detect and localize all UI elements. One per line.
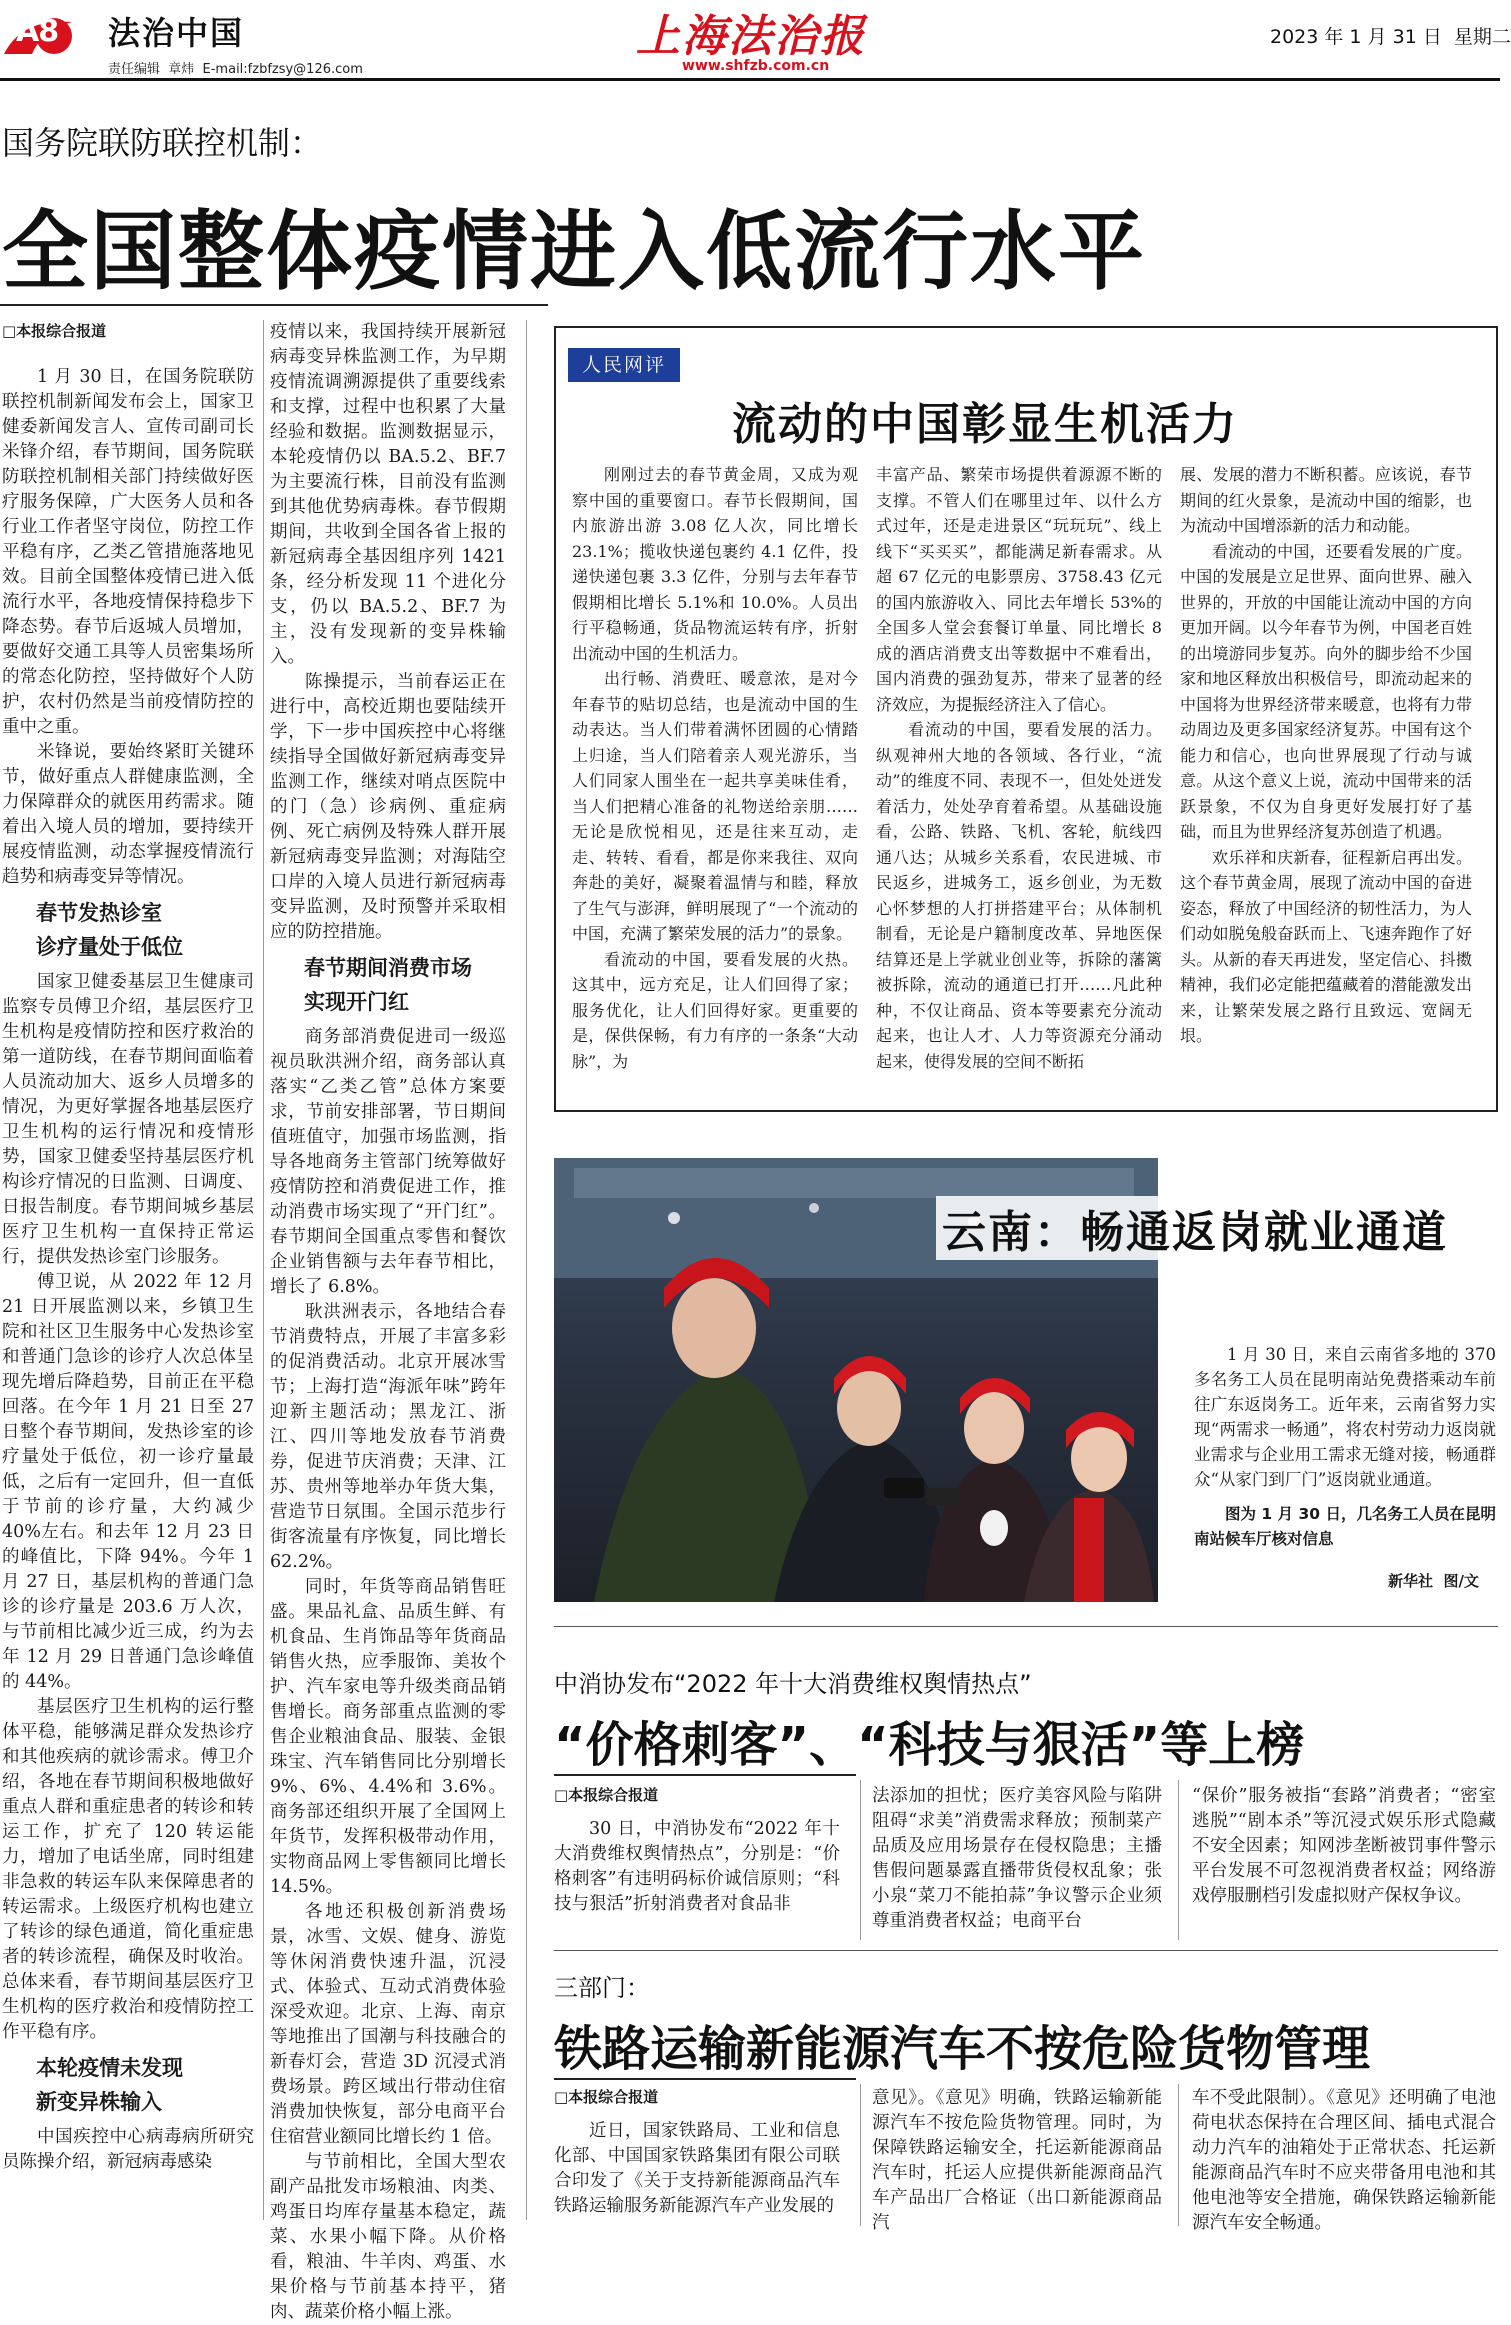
lead-paragraph: 基层医疗卫生机构的运行整体平稳，能够满足群众发热诊疗和其他疾病的就诊需求。傅卫介绍，各地在春节期间积极地做好重点人群和重症患者的转诊和转运工作，扩充了 120 转运能力，增加了电话坐席，同时组建非急救的转运车队来保障患者的转运需求。上级医疗机构也建立了转诊的绿色通道，简化重症患者的转诊流程，确保及时收治。总体来看，春节期间基层医疗卫生机构的医疗救治和疫情防控工作平稳有序。 [2, 1697, 254, 2042]
railway-column-1 [554, 2086, 840, 2226]
consumer-paragraph: 法添加的担忧；医疗美容风险与陷阱阻碍“求美”消费需求释放；预制菜产品质及应用场景存在侵权隐患；主播售假问题暴露直播带货侵权乱象；张小泉“菜刀不能拍蒜”争议警示企业须尊重消费者权益；电商平台 [872, 1786, 1162, 1931]
railway-paragraph: 近日，国家铁路局、工业和信息化部、中国国家铁路集团有限公司联合印发了《关于支持新能源商品汽车铁路运输服务新能源汽车产业发展的 [554, 2121, 840, 2216]
lead-paragraph: 各地还积极创新消费场景，冰雪、文娱、健身、游览等休闲消费快速升温，沉浸式、体验式、互动式消费体验深受欢迎。北京、上海、南京等地推出了国潮与科技融合的新春灯会，营造 3D 沉浸式消费场景。跨区域出行带动住宿消费加快恢复，部分电商平台住宿营业额同比增长约 1 倍。 [270, 1902, 506, 2147]
section-title: 法治中国 [108, 14, 245, 52]
lead-paragraph: 与节前相比，全国大型农副产品批发市场粮油、肉类、鸡蛋日均库存量基本稳定，蔬菜、水果小幅下降。从价格看，粮油、牛羊肉、鸡蛋、水果价格与节前基本持平，猪肉、蔬菜价格小幅上涨。 [270, 2152, 506, 2322]
railway-paragraph: 意见》。《意见》明确，铁路运输新能源汽车不按危险货物管理。同时，为保障铁路运输安全，托运新能源商品汽车时，托运人应提供新能源商品汽车产品出厂合格证（出口新能源商品汽 [872, 2088, 1162, 2233]
section-rule [554, 1950, 1498, 1951]
lead-column-2 [270, 320, 506, 2322]
lead-column-1 [2, 320, 254, 2225]
consumer-headline: “价格刺客”、“科技与狠活”等上榜 [554, 1717, 1305, 1773]
consumer-rule [554, 1774, 856, 1776]
subhead-line: 本轮疫情未发现 [36, 2056, 183, 2080]
lead-headline: 全国整体疫情进入低流行水平 [2, 202, 1146, 302]
column-divider [1178, 1780, 1179, 1940]
subhead-line: 春节发热诊室 [36, 901, 162, 925]
lead-paragraph: 陈操提示，当前春运正在进行中，高校近期也要陆续开学，下一步中国疾控中心将继续指导全国做好新冠病毒变异监测工作，继续对哨点医院中的门（急）诊病例、重症病例、死亡病例及特殊人群开展新冠病毒变异监测；对海陆空口岸的入境人员进行新冠病毒变异监测，及时预警并采取相应的防控措施。 [270, 672, 506, 942]
consumer-kicker: 中消协发布“2022 年十大消费维权舆情热点” [554, 1670, 1032, 1698]
consumer-paragraph: “保价”服务被指“套路”消费者；“密室逃脱”“剧本杀”等沉浸式娱乐形式隐藏不安全因素；知网涉垄断被罚事件警示平台发展不可忽视消费者权益；网络游戏停服删档引发虚拟财产保权争议。 [1192, 1786, 1496, 1906]
consumer-paragraph: 30 日，中消协发布“2022 年十大消费维权舆情热点”，分别是：“价格刺客”有违明码标价诚信原则；“科技与狠活”折射消费者对食品非 [554, 1819, 840, 1914]
lead-byline: □本报综合报道 [2, 322, 107, 340]
lead-paragraph: 中国疾控中心病毒病所研究员陈操介绍，新冠病毒感染 [2, 2127, 254, 2172]
column-divider [1178, 2084, 1179, 2226]
page-badge [2, 8, 76, 58]
subhead-line: 新变异株输入 [36, 2090, 162, 2114]
column-divider [860, 2084, 861, 2226]
commentary-paragraph: 看流动的中国，要看发展的活力。纵观神州大地的各领域、各行业，“流动”的维度不同、表现不一，但处处迸发着活力，处处孕育着希望。从基础设施看，公路、铁路、飞机、客轮，航线四通八达；从城乡关系看，农民进城、市民返乡，进城务工，返乡创业，为无数心怀梦想的人打拼搭建平台；从体制机制看，无论是户籍制度改革、异地医保结算还是上学就业创业等，拆除的藩篱被拆除，流动的通道已打开……凡此种种，不仅让商品、资本等要素充分流动起来，也让人才、人力等资源充分涌动起来，使得发展的空间不断拓 [876, 720, 1162, 1071]
subhead-line: 诊疗量处于低位 [36, 935, 183, 959]
masthead-url: www.shfzb.com.cn [682, 58, 830, 74]
lead-paragraph: 耿洪洲表示，各地结合春节消费特点，开展了丰富多彩的促消费活动。北京开展冰雪节；上海打造“海派年味”跨年迎新主题活动；黑龙江、浙江、四川等地发放春节消费券，促进节庆消费；天津、江苏、贵州等地举办年货大集，营造节日氛围。全国示范步行街客流量有序恢复，同比增长 62.2%。 [270, 1302, 506, 1572]
lead-kicker: 国务院联防联控机制： [2, 124, 323, 162]
commentary-column-3 [1180, 462, 1472, 1102]
column-divider [860, 1780, 861, 1940]
lead-paragraph: 国家卫健委基层卫生健康司监察专员傅卫介绍，基层医疗卫生机构是疫情防控和医疗救治的第一道防线，在春节期间面临着人员流动加大、返乡人员增多的情况，为更好掌握各地基层医疗卫生机构的运行情况和疫情形势，国家卫健委坚持基层医疗机构诊疗情况的日监测、日调度、日报告制度。春节期间城乡基层医疗卫生机构一直保持正常运行，提供发热诊室门诊服务。 [2, 972, 254, 1267]
page-number: A8 [16, 14, 59, 49]
subhead-fever-clinic [2, 896, 254, 964]
editor-line: 责任编辑 章炜 E-mail:fzbfzsy@126.com [108, 62, 363, 77]
railway-headline: 铁路运输新能源汽车不按危险货物管理 [554, 2021, 1371, 2077]
commentary-tag: 人民网评 [568, 348, 680, 382]
issue-date: 2023 年 1 月 31 日 星期二 [1270, 26, 1511, 48]
commentary-column-1 [572, 462, 858, 1102]
commentary-headline: 流动的中国彰显生机活力 [732, 399, 1238, 450]
railway-paragraph: 车不受此限制）。《意见》还明确了电池荷电状态保持在合理区间、插电式混合动力汽车的油箱处于正常状态、托运新能源商品汽车时不应夹带备用电池和其他电池等安全措施，确保铁路运输新能源汽车安全畅通。 [1192, 2088, 1496, 2233]
subhead-line: 实现开门红 [304, 990, 409, 1014]
commentary-box [554, 326, 1498, 1112]
railway-rule [554, 2078, 856, 2080]
column-divider [263, 320, 264, 2220]
lead-paragraph: 疫情以来，我国持续开展新冠病毒变异株监测工作，为早期疫情流调溯源提供了重要线索和支撑，过程中也积累了大量经验和数据。监测数据显示，本轮疫情仍以 BA.5.2、BF.7 为主要流行株，目前没有监测到其他优势病毒株。春节假期期间，共收到全国各省上报的新冠病毒全基因组序列 1421 条，经分析发现 11 个进化分支，仍以 BA.5.2、BF.7 为主，没有发现新的变异株输入。 [270, 322, 506, 667]
consumer-column-1 [554, 1784, 840, 1917]
lead-paragraph: 同时，年货等商品销售旺盛。果品礼盒、品质生鲜、有机食品、生肖饰品等年货商品销售火热，应季服饰、美妆个护、汽车家电等升级类商品销售增长。商务部重点监测的零售企业粮油食品、服装、金银珠宝、汽车销售同比分别增长 9%、6%、4.4%和 3.6%。商务部还组织开展了全国网上年货节，发挥积极带动作用，实物商品网上零售额同比增长 14.5%。 [270, 1577, 506, 1897]
commentary-paragraph: 看流动的中国，要看发展的火热。这其中，远方充足，让人们回得了家；服务优化，让人们回得好家。更重要的是，保供保畅，有力有序的一条条“大动脉”，为 [572, 949, 858, 1071]
commentary-paragraph: 出行畅、消费旺、暖意浓，是对今年春节的贴切总结，也是流动中国的生动表达。当人们带着满怀团圆的心情踏上归途，当人们陪着亲人观光游乐，当人们同家人围坐在一起共享美味佳肴，当人们把精心准备的礼物送给亲朋……无论是欣悦相见，还是往来互动，走走、转转、看看，都是你来我往、双向奔赴的美好，凝聚着温情与和睦，释放了生气与澎湃，鲜明展现了“一个流动的中国，充满了繁荣发展的活力”的景象。 [572, 669, 858, 943]
commentary-paragraph: 刚刚过去的春节黄金周，又成为观察中国的重要窗口。春节长假期间，国内旅游出游 3.08 亿人次，同比增长 23.1%；揽收快递包裹约 4.1 亿件，投递快递包裹 3.3 亿件，分别与去年春节假期相比增长 5.1%和 10.0%。人员出行平稳畅通，货品物流运转有序，折射出流动中国的生机活力。 [572, 465, 858, 663]
railway-byline: □本报综合报道 [554, 2088, 659, 2106]
photo-caption [1194, 1502, 1496, 1552]
railway-column-3 [1192, 2086, 1496, 2233]
photo-caption-text: 图为 1 月 30 日，几名务工人员在昆明南站候车厅核对信息 [1194, 1505, 1496, 1548]
column-divider [526, 320, 527, 2220]
commentary-paragraph: 欢乐祥和庆新春，征程新启再出发。这个春节黄金周，展现了流动中国的奋进姿态，释放了中国经济的韧性活力，为人们动如脱兔般奋跃而上、飞速奔跑作了好头。从新的春天再进发，坚定信心、抖擞精神，我们必定能把蕴藏着的潜能激发出来，让繁荣发展之路行且致远、宽阔无垠。 [1180, 847, 1472, 1045]
railway-column-2 [872, 2086, 1162, 2233]
subhead-line: 春节期间消费市场 [304, 956, 472, 980]
commentary-paragraph: 展、发展的潜力不断积蓄。应该说，春节期间的红火景象，是流动中国的缩影，也为流动中国增添新的活力和动能。 [1180, 465, 1472, 535]
lead-paragraph: 傅卫说，从 2022 年 12 月 21 日开展监测以来，乡镇卫生院和社区卫生服务中心发热诊室和普通门急诊的诊疗人次总体呈现先增后降趋势，目前正在平稳回落。在今年 1 月 21 日至 27 日整个春节期间，发热诊室的诊疗量处于低位，初一诊疗量最低，之后有一定回升，但一直低于节前的诊疗量，大约减少 40%左右。和去年 12 月 23 日的峰值比，下降 94%。今年 1 月 27 日，基层机构的普通门急诊的诊疗量是 203.6 万人次，与节前相比减少近三成，约为去年 12 月 29 日普通门急诊峰值的 44%。 [2, 1272, 254, 1692]
commentary-paragraph: 看流动的中国，还要看发展的广度。中国的发展是立足世界、面向世界、融入世界的，开放的中国能让流动中国的方向更加开阔。以今年春节为例，中国老百姓的出境游同步复苏。向外的脚步给不少国家和地区释放出积极信号，即流动起来的中国将为世界经济带来暖意，也将有力带动周边及更多国家经济复苏。中国有这个能力和信心，也向世界展现了行动与诚意。从这个意义上说，流动中国带来的活跃景象，不仅为自身更好发展打好了基础，而且为世界经济复苏创造了机遇。 [1180, 541, 1472, 841]
lead-paragraph: 1 月 30 日，在国务院联防联控机制新闻发布会上，国家卫健委新闻发言人、宣传司副司长米锋介绍，春节期间，国务院联防联控机制相关部门持续做好医疗服务保障，广大医务人员和各行业工作者坚守岗位，防控工作平稳有序，乙类乙管措施落地见效。目前全国整体疫情已进入低流行水平，各地疫情保持稳步下降态势。春节后返城人员增加，要做好交通工具等人员密集场所的常态化防控，坚持做好个人防护，农村仍然是当前疫情防控的重中之重。 [2, 367, 254, 737]
commentary-paragraph: 丰富产品、繁荣市场提供着源源不断的支撑。不管人们在哪里过年、以什么方式过年，还是走进景区“玩玩玩”、线上线下“买买买”，都能满足新春需求。从超 67 亿元的电影票房、3758.43 亿元的国内旅游收入、同比去年增长 53%的全国多人堂会套餐订单量、同比增长 8 成的酒店消费支出等数据中不难看出，国内消费的强劲复苏，带来了显著的经济效应，为提振经济注入了信心。 [876, 465, 1162, 714]
commentary-column-2 [876, 462, 1162, 1102]
lead-paragraph: 商务部消费促进司一级巡视员耿洪洲介绍，商务部认真落实“乙类乙管”总体方案要求，节前安排部署，节日期间值班值守，加强市场监测，指导各地商务主管部门统筹做好疫情防控和消费促进工作，推动消费市场实现了“开门红”。春节期间全国重点零售和餐饮企业销售额与去年春节相比，增长了 6.8%。 [270, 1027, 506, 1297]
headline-rule [0, 304, 548, 306]
section-rule [554, 1626, 1498, 1627]
yunnan-paragraph: 1 月 30 日，来自云南省多地的 370 多名务工人员在昆明南站免费搭乘动车前往广东返岗务工。近年来，云南省努力实现“两需求一畅通”，将农村劳动力返岗就业需求与企业用工需求无缝对接，畅通群众“从家门到厂门”返岗就业通道。 [1194, 1345, 1496, 1489]
masthead: 上海法治报 [636, 11, 866, 62]
yunnan-headline: 云南：畅通返岗就业通道 [936, 1196, 1454, 1260]
lead-paragraph: 米锋说，要始终紧盯关键环节，做好重点人群健康监测，全力保障群众的就医用药需求。随着出入境人员的增加，要持续开展疫情监测，动态掌握疫情流行趋势和病毒变异等情况。 [2, 742, 254, 887]
yunnan-text [1194, 1342, 1496, 1492]
page-header [0, 0, 1511, 78]
subhead-consumer-market [270, 951, 506, 1019]
subhead-no-variant [2, 2051, 254, 2119]
photo-credit: 新华社 图/文 [1388, 1572, 1479, 1590]
header-rule [0, 78, 1500, 81]
railway-kicker: 三部门： [554, 1974, 650, 2002]
consumer-column-2 [872, 1784, 1162, 1934]
consumer-column-3 [1192, 1784, 1496, 1909]
consumer-byline: □本报综合报道 [554, 1786, 659, 1804]
